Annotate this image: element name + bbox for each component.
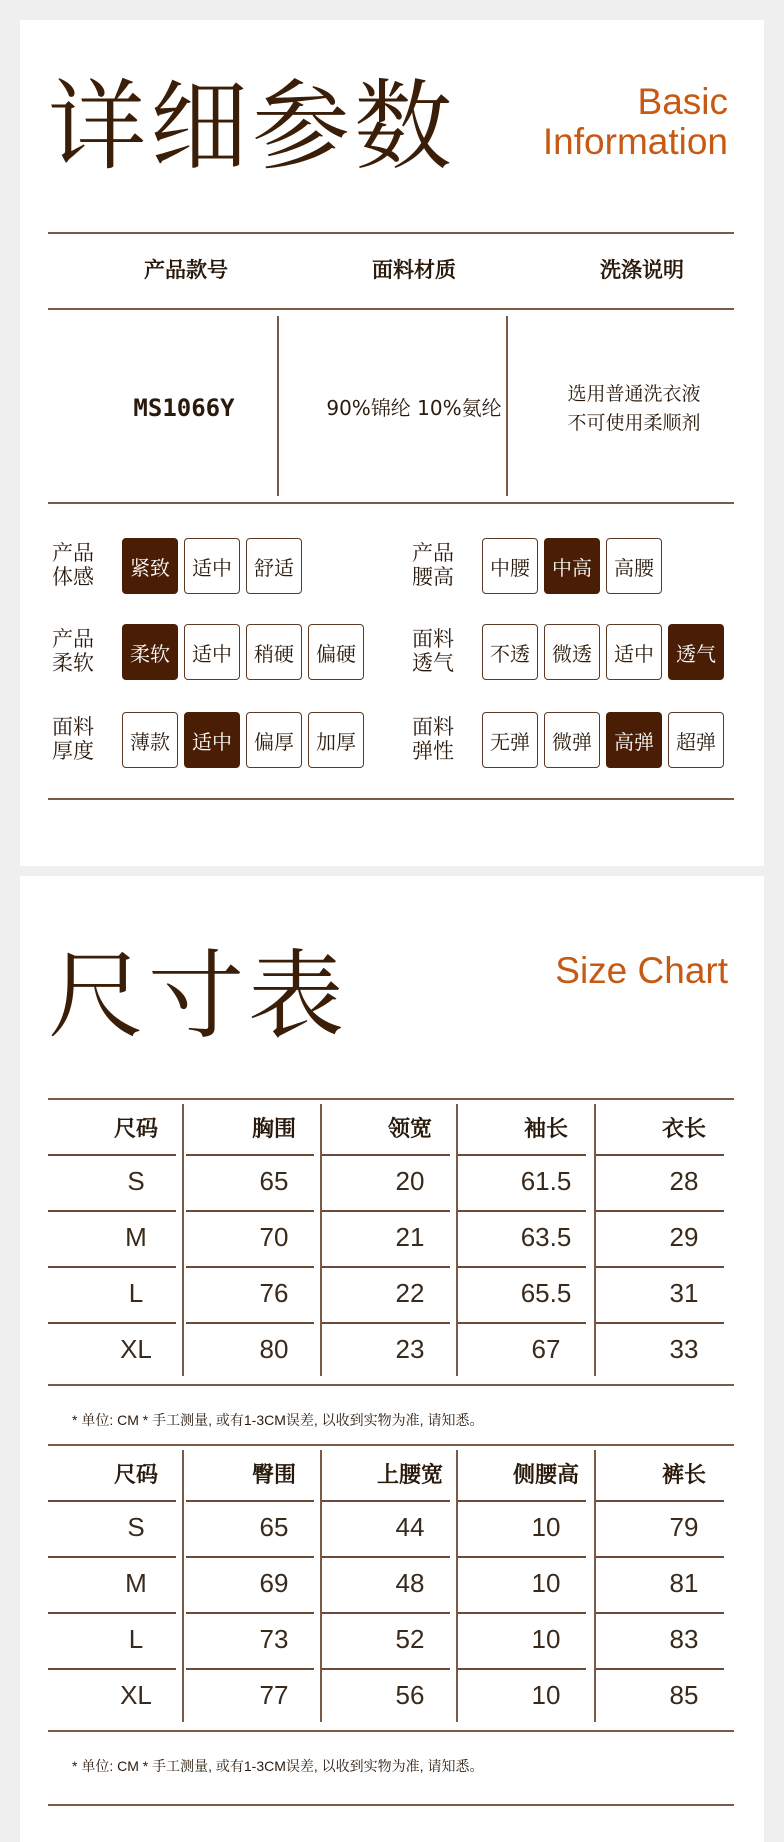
table-cell: 67: [531, 1334, 561, 1364]
row-separator: [322, 1500, 450, 1502]
wash-value: [520, 380, 748, 438]
row-separator: [458, 1556, 586, 1558]
attribute-label-line: 弹性: [412, 740, 454, 763]
row-separator: [186, 1612, 314, 1614]
attribute-label-line: 面料: [412, 716, 454, 739]
attribute-label-line: 体感: [52, 566, 94, 589]
row-separator: [186, 1210, 314, 1212]
table-cell: 56: [395, 1680, 425, 1710]
attribute-label-line: 透气: [412, 652, 454, 675]
column-header: 上腰宽: [376, 1462, 443, 1487]
size-chart-card: [20, 876, 764, 1842]
row-separator: [322, 1154, 450, 1156]
table-cell: M: [125, 1222, 147, 1252]
divider: [48, 798, 734, 800]
row-separator: [48, 1154, 176, 1156]
column-header: 胸围: [251, 1116, 296, 1141]
attribute-option: 高腰: [606, 538, 662, 594]
table-cell: 73: [259, 1624, 289, 1654]
attribute-option: 中腰: [482, 538, 538, 594]
row-separator: [596, 1266, 724, 1268]
divider: [48, 232, 734, 234]
row-separator: [458, 1500, 586, 1502]
column-header: 臀围: [251, 1462, 296, 1487]
table-cell: 10: [531, 1568, 561, 1598]
row-separator: [186, 1266, 314, 1268]
attribute-option: 适中: [606, 624, 662, 680]
basic-info-title-en-line2: Information: [542, 121, 728, 162]
table-cell: 61.5: [520, 1166, 572, 1196]
attribute-option: 不透: [482, 624, 538, 680]
row-separator: [322, 1556, 450, 1558]
basic-info-title-cn: 详细参数: [48, 70, 457, 184]
attribute-option-selected: 柔软: [122, 624, 178, 680]
row-separator: [322, 1266, 450, 1268]
basic-info-title-en-line1: Basic: [637, 81, 728, 122]
table-cell: 63.5: [520, 1222, 572, 1252]
row-separator: [186, 1556, 314, 1558]
attribute-option: 微弹: [544, 712, 600, 768]
row-separator: [458, 1668, 586, 1670]
size-chart-title-cn: 尺寸表: [48, 940, 348, 1052]
attribute-label-line: 柔软: [52, 652, 94, 675]
header-model: 产品款号: [144, 259, 228, 282]
row-separator: [458, 1154, 586, 1156]
column-divider: [456, 1450, 458, 1722]
table-cell: 21: [395, 1222, 425, 1252]
attribute-option-selected: 高弹: [606, 712, 662, 768]
size-note: * 单位: CM * 手工测量, 或有1-3CM误差, 以收到实物为准, 请知悉。: [72, 1758, 484, 1774]
table-cell: L: [128, 1624, 144, 1654]
attribute-option: 薄款: [122, 712, 178, 768]
column-divider: [594, 1104, 596, 1376]
table-cell: 31: [669, 1278, 699, 1308]
table-cell: 23: [395, 1334, 425, 1364]
row-separator: [322, 1612, 450, 1614]
row-separator: [596, 1500, 724, 1502]
attribute-label: [408, 542, 458, 590]
column-header: 领宽: [387, 1116, 432, 1141]
attribute-label-line: 面料: [412, 628, 454, 651]
table-cell: M: [125, 1568, 147, 1598]
attribute-option-selected: 中高: [544, 538, 600, 594]
row-separator: [48, 1266, 176, 1268]
attribute-option: 偏硬: [308, 624, 364, 680]
table-cell: 29: [669, 1222, 699, 1252]
table-cell: 69: [259, 1568, 289, 1598]
row-separator: [48, 1322, 176, 1324]
row-separator: [48, 1500, 176, 1502]
header-material: 面料材质: [372, 259, 456, 282]
attribute-label: [408, 716, 458, 764]
table-cell: 48: [395, 1568, 425, 1598]
table-cell: 10: [531, 1512, 561, 1542]
row-separator: [596, 1154, 724, 1156]
row-separator: [186, 1154, 314, 1156]
row-separator: [186, 1668, 314, 1670]
column-divider: [594, 1450, 596, 1722]
row-separator: [322, 1210, 450, 1212]
column-header: 袖长: [523, 1116, 568, 1141]
column-divider: [320, 1450, 322, 1722]
row-separator: [186, 1322, 314, 1324]
row-separator: [596, 1210, 724, 1212]
table-cell: 65: [259, 1512, 289, 1542]
table-cell: 79: [669, 1512, 699, 1542]
table-cell: 77: [259, 1680, 289, 1710]
column-divider: [456, 1104, 458, 1376]
attribute-label-line: 腰高: [412, 566, 454, 589]
attribute-option: 舒适: [246, 538, 302, 594]
row-separator: [322, 1668, 450, 1670]
attribute-label: [408, 628, 458, 676]
size-chart-title-en: Size Chart: [555, 950, 728, 991]
table-cell: 10: [531, 1680, 561, 1710]
row-separator: [458, 1322, 586, 1324]
table-cell: 33: [669, 1334, 699, 1364]
table-cell: 10: [531, 1624, 561, 1654]
table-cell: 70: [259, 1222, 289, 1252]
table-cell: 65.5: [520, 1278, 572, 1308]
column-header: 尺码: [113, 1116, 158, 1141]
attribute-option: 微透: [544, 624, 600, 680]
attribute-option: 无弹: [482, 712, 538, 768]
row-separator: [458, 1266, 586, 1268]
row-separator: [48, 1612, 176, 1614]
attribute-label-line: 产品: [52, 628, 94, 651]
table-cell: 44: [395, 1512, 425, 1542]
column-divider: [182, 1104, 184, 1376]
table-cell: 22: [395, 1278, 425, 1308]
column-header: 侧腰高: [512, 1462, 579, 1487]
wash-line-2: 不可使用柔顺剂: [567, 412, 701, 434]
wash-line-1: 选用普通洗衣液: [567, 383, 701, 405]
column-header: 衣长: [661, 1116, 706, 1141]
table-cell: 20: [395, 1166, 425, 1196]
table-cell: XL: [120, 1334, 152, 1364]
table-bottom-border: [48, 1730, 734, 1732]
row-separator: [186, 1500, 314, 1502]
row-separator: [596, 1322, 724, 1324]
column-header: 尺码: [113, 1462, 158, 1487]
attribute-option: 稍硬: [246, 624, 302, 680]
table-cell: 28: [669, 1166, 699, 1196]
column-header: 裤长: [661, 1462, 706, 1487]
attribute-label-line: 产品: [412, 542, 454, 565]
attribute-option-selected: 适中: [184, 712, 240, 768]
header-wash: 洗涤说明: [600, 259, 684, 282]
table-cell: L: [128, 1278, 144, 1308]
attribute-option-selected: 透气: [668, 624, 724, 680]
table-cell: 76: [259, 1278, 289, 1308]
divider: [48, 308, 734, 310]
table-cell: 80: [259, 1334, 289, 1364]
divider: [48, 502, 734, 504]
row-separator: [596, 1668, 724, 1670]
model-value: MS1066Y: [133, 394, 235, 422]
table-cell: 85: [669, 1680, 699, 1710]
divider: [48, 1804, 734, 1806]
column-divider: [182, 1450, 184, 1722]
row-separator: [48, 1210, 176, 1212]
table-top-border: [48, 1098, 734, 1100]
attribute-option-selected: 紧致: [122, 538, 178, 594]
row-separator: [458, 1612, 586, 1614]
row-separator: [322, 1322, 450, 1324]
row-separator: [48, 1668, 176, 1670]
attribute-label-line: 厚度: [52, 740, 94, 763]
attribute-label: [48, 542, 98, 590]
table-cell: 65: [259, 1166, 289, 1196]
table-bottom-border: [48, 1384, 734, 1386]
attribute-option: 偏厚: [246, 712, 302, 768]
attribute-label: [48, 628, 98, 676]
attribute-option: 适中: [184, 624, 240, 680]
attribute-label-line: 面料: [52, 716, 94, 739]
attribute-label: [48, 716, 98, 764]
attribute-option: 适中: [184, 538, 240, 594]
basic-info-card: [20, 20, 764, 866]
row-separator: [596, 1556, 724, 1558]
table-cell: 83: [669, 1624, 699, 1654]
table-cell: XL: [120, 1680, 152, 1710]
table-cell: 52: [395, 1624, 425, 1654]
table-cell: S: [127, 1512, 145, 1542]
table-cell: 81: [669, 1568, 699, 1598]
attribute-option: 超弹: [668, 712, 724, 768]
row-separator: [48, 1556, 176, 1558]
attribute-label-line: 产品: [52, 542, 94, 565]
basic-info-title-en: [543, 82, 728, 162]
column-divider: [320, 1104, 322, 1376]
table-top-border: [48, 1444, 734, 1446]
size-note: * 单位: CM * 手工测量, 或有1-3CM误差, 以收到实物为准, 请知悉。: [72, 1412, 484, 1428]
row-separator: [596, 1612, 724, 1614]
table-cell: S: [127, 1166, 145, 1196]
material-value: 90%锦纶 10%氨纶: [326, 396, 502, 420]
row-separator: [458, 1210, 586, 1212]
attribute-option: 加厚: [308, 712, 364, 768]
